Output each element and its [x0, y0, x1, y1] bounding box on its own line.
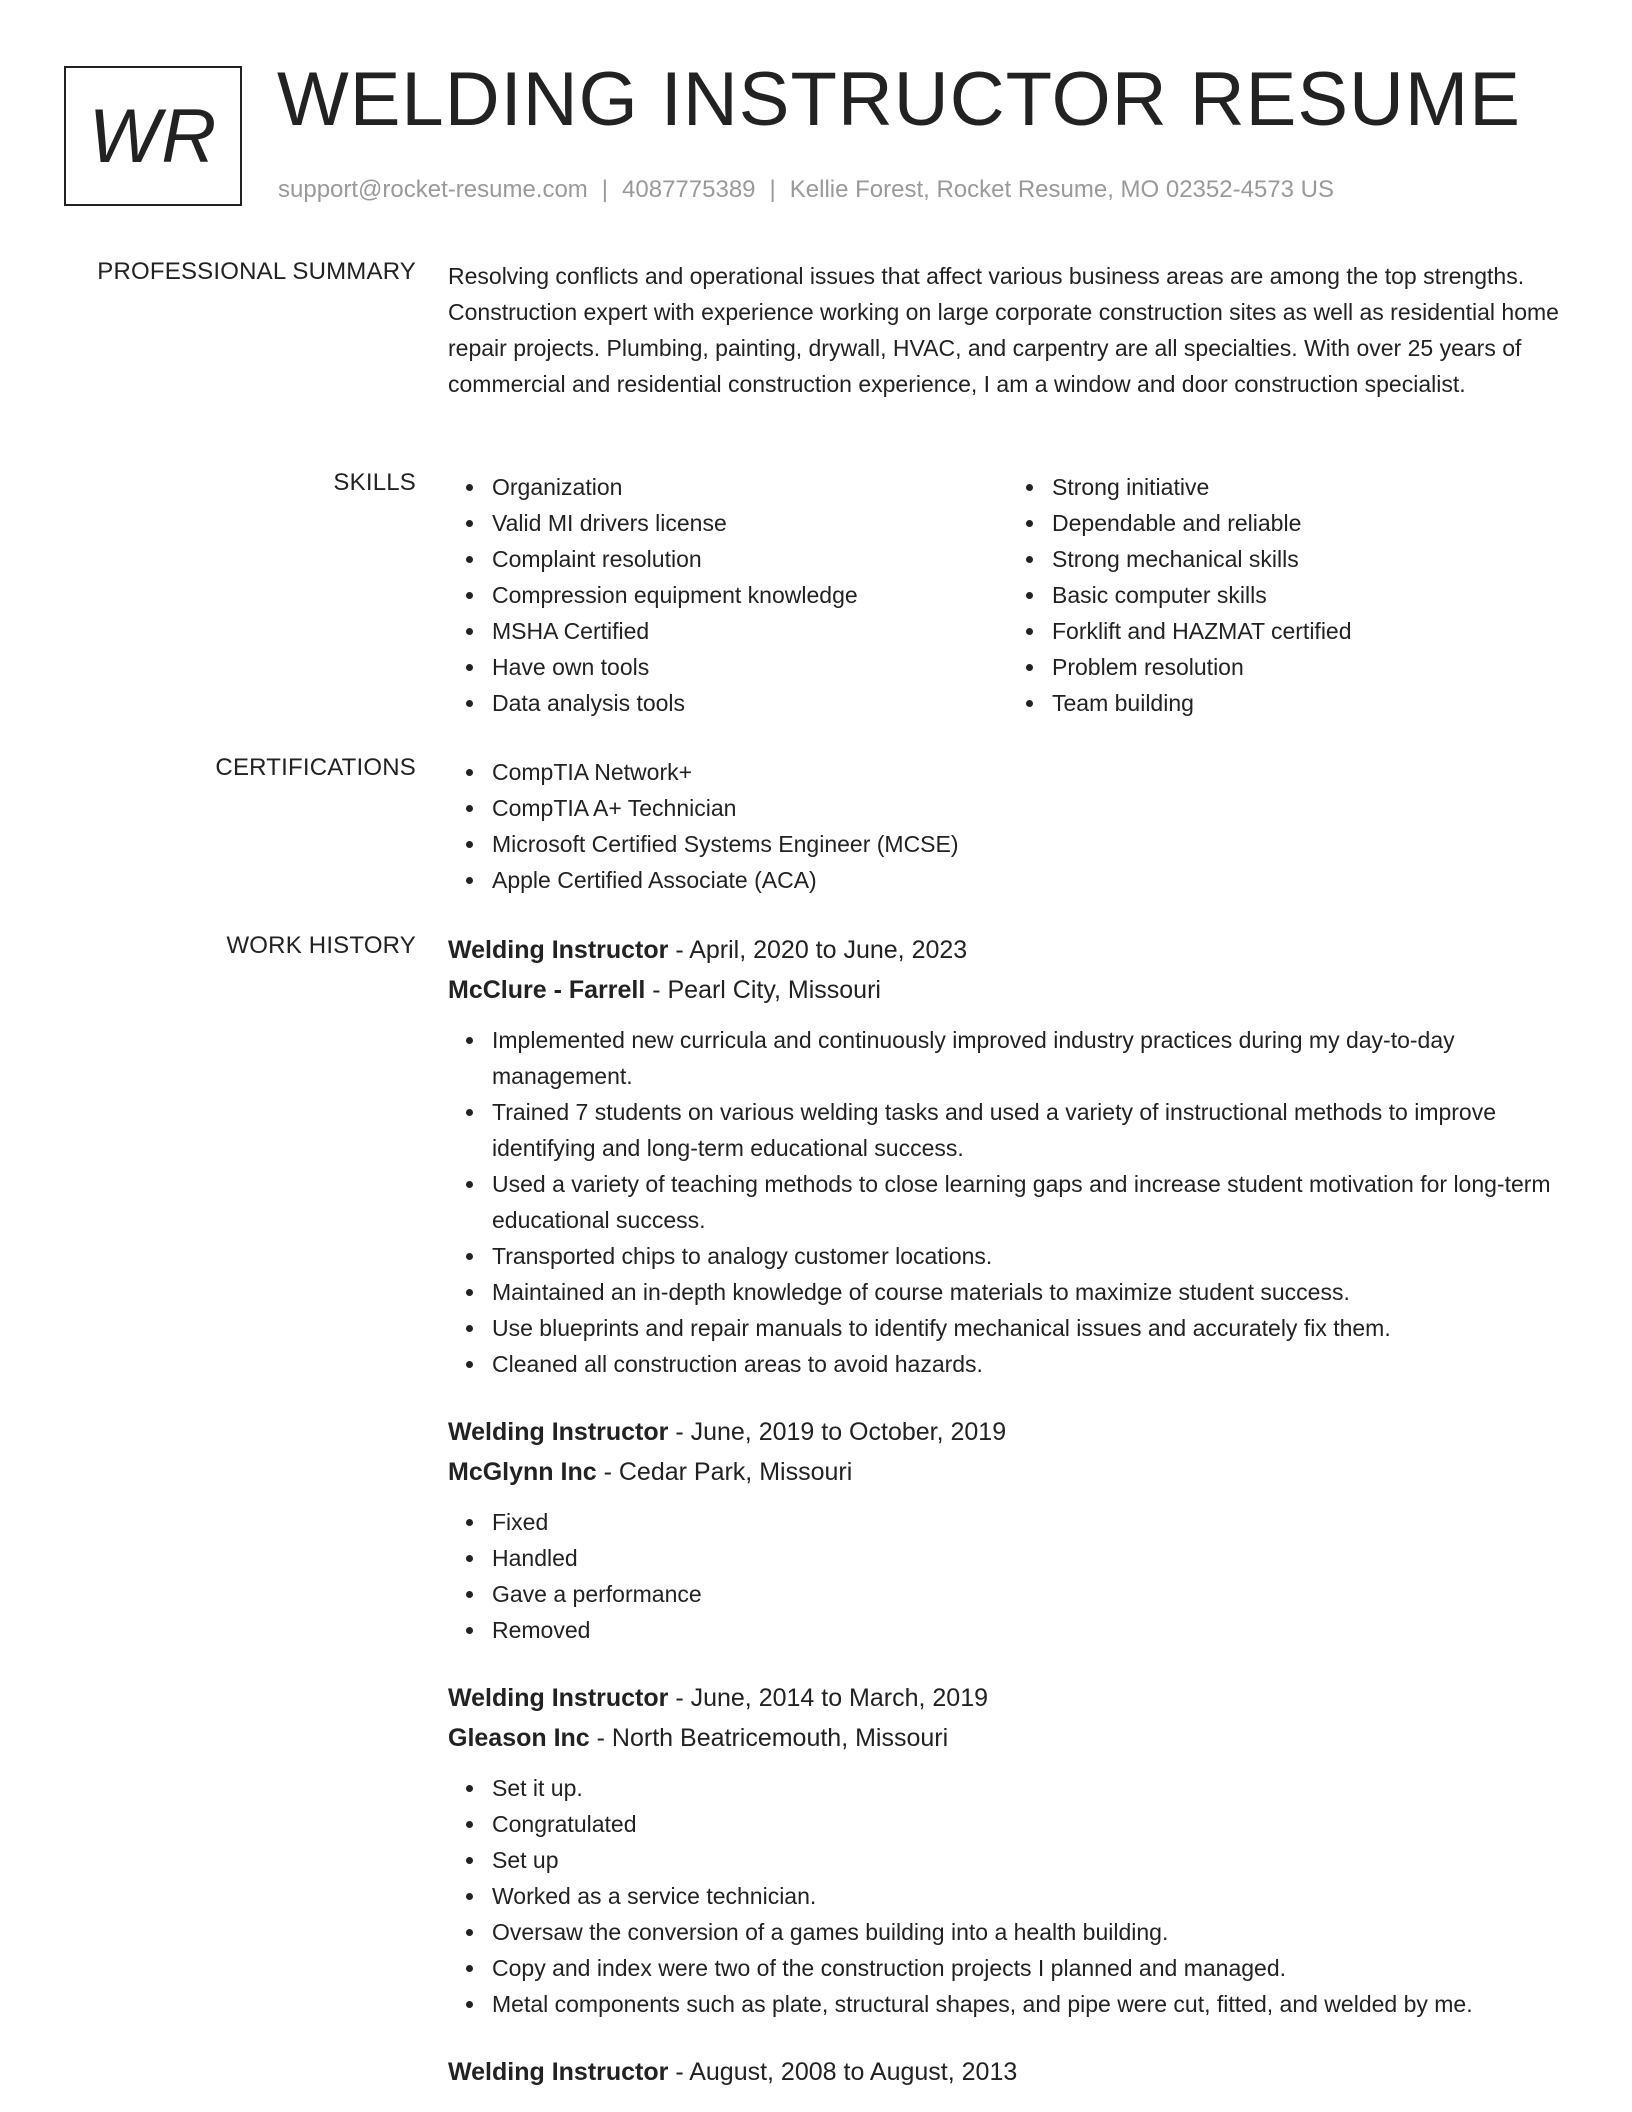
job-entry: [448, 1412, 1568, 1648]
job-dates: - June, 2019 to October, 2019: [668, 1418, 1007, 1446]
contact-separator: |: [601, 176, 609, 203]
skill-item: Basic computer skills: [1052, 577, 1568, 613]
certifications-body: [448, 754, 1568, 898]
skills-columns: [448, 469, 1568, 721]
skills-list-right: [1008, 469, 1568, 721]
certification-item: CompTIA Network+: [492, 754, 1568, 790]
job-entry: [448, 2052, 1568, 2092]
job-duty-item: Set it up.: [492, 1770, 1568, 1806]
job-dates: - June, 2014 to March, 2019: [668, 1684, 989, 1712]
job-title-line: [448, 930, 1568, 970]
skill-item: Strong initiative: [1052, 469, 1568, 505]
job-duty-item: Removed: [492, 1612, 1568, 1648]
section-label-summary: PROFESSIONAL SUMMARY: [97, 258, 416, 285]
job-title: Welding Instructor: [448, 2058, 669, 2086]
skill-item: Organization: [492, 469, 1008, 505]
job-company: McClure - Farrell: [448, 976, 646, 1004]
job-location: - Cedar Park, Missouri: [596, 1458, 853, 1486]
job-location: - North Beatricemouth, Missouri: [589, 1724, 949, 1752]
job-title-line: [448, 2052, 1568, 2092]
job-duty-item: Transported chips to analogy customer locations.: [492, 1238, 1568, 1274]
certifications-list: [448, 754, 1568, 898]
job-duty-item: Cleaned all construction areas to avoid hazards.: [492, 1346, 1568, 1382]
job-duties-list: [448, 1022, 1568, 1382]
job-company-line: [448, 1452, 1568, 1492]
job-duty-item: Oversaw the conversion of a games building into a health building.: [492, 1914, 1568, 1950]
job-duty-item: Used a variety of teaching methods to close learning gaps and increase student motivation for long-term educational success.: [492, 1166, 1568, 1238]
job-entry: [448, 1678, 1568, 2022]
contact-address: Kellie Forest, Rocket Resume, MO 02352-4573 US: [789, 176, 1334, 203]
job-company: McGlynn Inc: [448, 1458, 597, 1486]
job-title: Welding Instructor: [448, 1684, 669, 1712]
resume-title: WELDING INSTRUCTOR RESUME: [277, 57, 1521, 142]
job-duty-item: Trained 7 students on various welding tasks and used a variety of instructional methods to improve identifying and long-term educational success.: [492, 1094, 1568, 1166]
job-location: - Pearl City, Missouri: [645, 976, 881, 1004]
skill-item: Compression equipment knowledge: [492, 577, 1008, 613]
job-dates: - August, 2008 to August, 2013: [668, 2058, 1018, 2086]
job-title: Welding Instructor: [448, 1418, 669, 1446]
job-entry: [448, 930, 1568, 1382]
job-duties-list: [448, 1504, 1568, 1648]
job-duty-item: Implemented new curricula and continuously improved industry practices during my day-to-day management.: [492, 1022, 1568, 1094]
contact-phone: 4087775389: [622, 176, 756, 203]
job-duty-item: Set up: [492, 1842, 1568, 1878]
job-dates: - April, 2020 to June, 2023: [668, 936, 968, 964]
skill-item: MSHA Certified: [492, 613, 1008, 649]
skill-item: Dependable and reliable: [1052, 505, 1568, 541]
skill-item: Team building: [1052, 685, 1568, 721]
section-label-certifications: CERTIFICATIONS: [215, 754, 416, 781]
work-history-body: [448, 930, 1568, 2092]
contact-email: support@rocket-resume.com: [278, 176, 588, 203]
certification-item: CompTIA A+ Technician: [492, 790, 1568, 826]
job-duty-item: Congratulated: [492, 1806, 1568, 1842]
job-duty-item: Metal components such as plate, structural shapes, and pipe were cut, fitted, and welded by me.: [492, 1986, 1568, 2022]
skill-item: Strong mechanical skills: [1052, 541, 1568, 577]
contact-line: [278, 176, 1334, 204]
skills-list-left: [448, 469, 1008, 721]
certification-item: Microsoft Certified Systems Engineer (MCSE): [492, 826, 1568, 862]
job-company: Gleason Inc: [448, 1724, 590, 1752]
summary-text: Resolving conflicts and operational issues that affect various business areas are among the top strengths. Construction expert with experience working on large corporate construction sites as well as residential home repair projects. Plumbing, painting, drywall, HVAC, and carpentry are all specialties. With over 25 years of commercial and residential construction experience, I am a window and door construction specialist.: [448, 263, 1559, 397]
certification-item: Apple Certified Associate (ACA): [492, 862, 1568, 898]
job-duty-item: Maintained an in-depth knowledge of course materials to maximize student success.: [492, 1274, 1568, 1310]
job-title-line: [448, 1678, 1568, 1718]
job-duties-list: [448, 1770, 1568, 2022]
job-title: Welding Instructor: [448, 936, 669, 964]
monogram-logo: WR: [64, 66, 242, 206]
job-duty-item: Handled: [492, 1540, 1568, 1576]
job-duty-item: Worked as a service technician.: [492, 1878, 1568, 1914]
skill-item: Valid MI drivers license: [492, 505, 1008, 541]
section-label-skills: SKILLS: [333, 469, 416, 496]
skill-item: Forklift and HAZMAT certified: [1052, 613, 1568, 649]
job-duty-item: Copy and index were two of the construction projects I planned and managed.: [492, 1950, 1568, 1986]
skill-item: Problem resolution: [1052, 649, 1568, 685]
job-duty-item: Gave a performance: [492, 1576, 1568, 1612]
skill-item: Have own tools: [492, 649, 1008, 685]
section-label-work-history: WORK HISTORY: [226, 932, 416, 959]
job-duty-item: Fixed: [492, 1504, 1568, 1540]
contact-separator: |: [769, 176, 776, 203]
skill-item: Data analysis tools: [492, 685, 1008, 721]
job-company-line: [448, 1718, 1568, 1758]
job-title-line: [448, 1412, 1568, 1452]
job-duty-item: Use blueprints and repair manuals to identify mechanical issues and accurately fix them.: [492, 1310, 1568, 1346]
job-company-line: [448, 970, 1568, 1010]
skill-item: Complaint resolution: [492, 541, 1008, 577]
